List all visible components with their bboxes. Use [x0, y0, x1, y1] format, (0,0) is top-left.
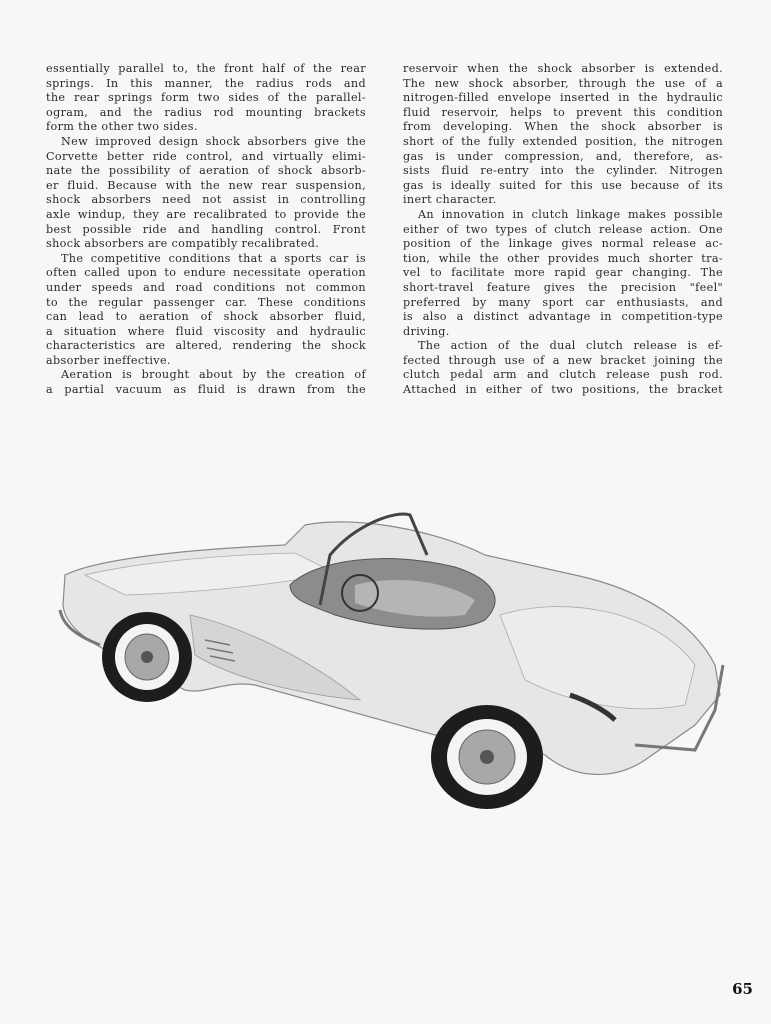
text-line: characteristics are altered, rendering the shock	[46, 339, 366, 353]
text-line: ogram, and the radius rod mounting brackets	[46, 105, 366, 119]
text-line: gas is under compression, and, therefore, as-	[403, 149, 723, 163]
text-line: either of two types of clutch release action. One	[403, 222, 723, 236]
text-line: Corvette better ride control, and virtually elimi-	[46, 149, 366, 163]
text-line: preferred by many sport car enthusiasts, and	[403, 295, 723, 309]
page-number: 65	[732, 980, 753, 998]
text-line: springs. In this manner, the radius rods and	[46, 76, 366, 90]
text-line: tion, while the other provides much shorter tra-	[403, 251, 723, 265]
text-line: sists fluid re-entry into the cylinder. Nitrogen	[403, 164, 723, 178]
text-column-right	[403, 62, 723, 398]
text-line: The competitive conditions that a sports car is	[61, 251, 366, 265]
text-line: best possible ride and handling control. Front	[46, 222, 366, 236]
text-line: vel to facilitate more rapid gear changing. The	[403, 266, 723, 280]
text-line: short of the fully extended position, the nitrogen	[403, 134, 723, 148]
text-line: under speeds and road conditions not common	[46, 280, 366, 294]
front-wheel	[102, 612, 192, 702]
text-line: the rear springs form two sides of the parallel-	[46, 91, 366, 105]
text-line: er fluid. Because with the new rear suspension,	[46, 178, 366, 192]
text-line: nate the possibility of aeration of shock absorb-	[46, 164, 366, 178]
text-line: to the regular passenger car. These conditions	[46, 295, 366, 309]
text-line: from developing. When the shock absorber is	[403, 120, 723, 134]
text-line: shock absorbers need not assist in controlling	[46, 193, 366, 207]
text-line: The new shock absorber, through the use of a	[403, 76, 723, 90]
text-line: position of the linkage gives normal release ac-	[403, 237, 723, 251]
text-line: fluid reservoir, helps to prevent this condition	[403, 105, 723, 119]
text-line: a situation where fluid viscosity and hydraulic	[46, 324, 366, 338]
text-line: gas is ideally suited for this use because of its	[403, 178, 723, 192]
text-line: axle windup, they are recalibrated to provide the	[46, 207, 366, 221]
text-line: inert character.	[403, 193, 497, 207]
text-line: a partial vacuum as fluid is drawn from the	[46, 383, 366, 397]
text-line: reservoir when the shock absorber is extended.	[403, 62, 723, 75]
text-line: Attached in either of two positions, the bracket	[403, 383, 723, 397]
rear-wheel	[431, 705, 543, 809]
text-line: essentially parallel to, the front half of the rear	[46, 62, 366, 75]
text-column-left	[46, 62, 366, 398]
text-line: can lead to aeration of shock absorber fluid,	[46, 310, 366, 324]
text-line: short-travel feature gives the precision "feel"	[403, 280, 723, 294]
corvette-convertible-photo	[55, 505, 730, 815]
text-line: absorber ineffective.	[46, 353, 171, 367]
text-line: form the other two sides.	[46, 120, 198, 134]
text-line: often called upon to endure necessitate operation	[46, 266, 366, 280]
text-line: fected through use of a new bracket joining the	[403, 353, 723, 367]
text-line: Aeration is brought about by the creation of	[61, 368, 366, 382]
text-line: is also a distinct advantage in competition-type	[403, 310, 723, 324]
text-line: driving.	[403, 324, 450, 338]
text-line: The action of the dual clutch release is ef-	[418, 339, 723, 353]
text-line: clutch pedal arm and clutch release push rod.	[403, 368, 723, 382]
text-line: An innovation in clutch linkage makes possible	[418, 207, 723, 221]
text-line: New improved design shock absorbers give the	[61, 134, 366, 148]
text-line: nitrogen-filled envelope inserted in the hydraulic	[403, 91, 723, 105]
text-line: shock absorbers are compatibly recalibrated.	[46, 237, 320, 251]
